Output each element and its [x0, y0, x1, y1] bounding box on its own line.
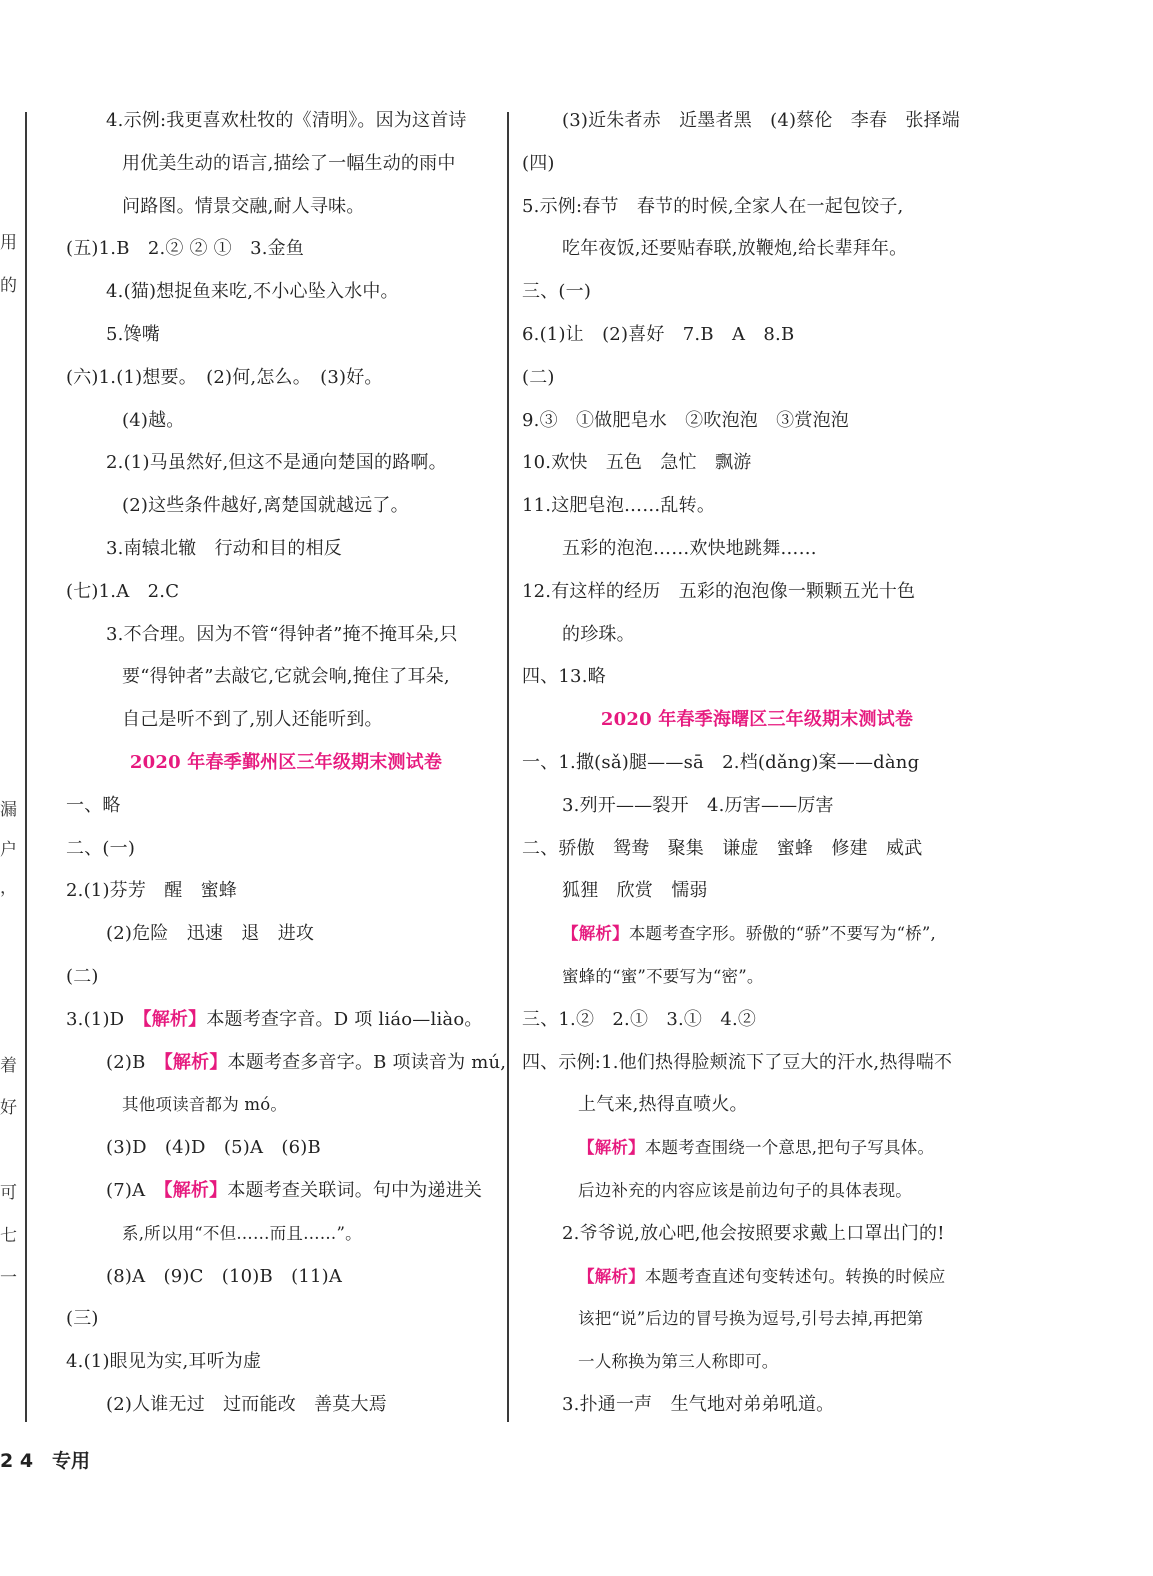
answer-text: 9.③ ①做肥皂水 ②吹泡泡 ③赏泡泡	[522, 409, 849, 431]
clipped-char: 好	[0, 1098, 17, 1118]
answer-text: 三、1.② 2.① 3.① 4.②	[522, 1008, 757, 1030]
answer-line	[522, 186, 992, 229]
answer-line	[66, 828, 506, 871]
answer-line	[66, 528, 506, 571]
answer-text: (二)	[522, 366, 555, 388]
clipped-char: 一	[0, 1268, 17, 1288]
section-title	[66, 742, 506, 785]
answer-line	[522, 1384, 992, 1427]
answer-line	[522, 571, 992, 614]
page-footer: 2 4 专用	[0, 1450, 91, 1472]
clipped-char: 七	[0, 1226, 17, 1246]
answer-line	[66, 785, 506, 828]
answer-line	[522, 1341, 992, 1384]
answer-text: 一人称换为第三人称即可。	[578, 1352, 779, 1372]
clipped-char: 户	[0, 840, 17, 860]
clipped-char: 可	[0, 1183, 17, 1203]
analysis-tag: 【解析】	[562, 924, 629, 944]
answer-line	[66, 1341, 506, 1384]
answer-line	[66, 913, 506, 956]
answer-text: 要“得钟者”去敲它,它就会响,掩住了耳朵,	[122, 666, 450, 688]
answer-text: 狐狸 欣赏 懦弱	[562, 880, 708, 902]
answer-line	[522, 656, 992, 699]
answer-text: (3)近朱者赤 近墨者黑 (4)蔡伦 李春 张择端	[562, 110, 960, 131]
answer-line	[522, 1256, 992, 1299]
answer-text: 5.示例:春节 春节的时候,全家人在一起包饺子,	[522, 195, 904, 217]
column-divider	[507, 112, 509, 1422]
answer-text: (六)1.(1)想要。 (2)何,怎么。 (3)好。	[66, 366, 383, 388]
answer-text: 的珍珠。	[562, 623, 635, 645]
answer-text: 3.扑通一声 生气地对弟弟吼道。	[562, 1393, 835, 1415]
answer-line	[522, 828, 992, 871]
answer-line	[522, 870, 992, 913]
clipped-char: 的	[0, 276, 17, 296]
answer-text: 自己是听不到了,别人还能听到。	[122, 709, 383, 731]
answer-line	[66, 1042, 506, 1085]
answer-line	[66, 271, 506, 314]
answer-text: 2.爷爷说,放心吧,他会按照要求戴上口罩出门的!	[562, 1222, 945, 1244]
answer-line	[522, 913, 992, 956]
answer-text: (2)危险 迅速 退 进攻	[106, 923, 315, 945]
answer-text: 一、1.撒(sǎ)腿——sā 2.档(dǎng)案——dàng	[522, 751, 920, 773]
answer-line	[522, 314, 992, 357]
answer-line	[66, 1256, 506, 1299]
analysis-text: 本题考查字音。D 项 liáo—liào。	[206, 1008, 483, 1030]
answer-line	[522, 1042, 992, 1085]
answer-line	[522, 1170, 992, 1213]
answer-line	[66, 1170, 506, 1213]
answer-line	[522, 228, 992, 271]
analysis-text: 本题考查字形。骄傲的“骄”不要写为“桥”,	[628, 924, 936, 944]
answer-text: 4.(1)眼见为实,耳听为虚	[66, 1351, 262, 1373]
answer-text: (7)A	[106, 1179, 146, 1201]
answer-text: 吃年夜饭,还要贴春联,放鞭炮,给长辈拜年。	[562, 238, 908, 260]
answer-text: (2)B	[106, 1051, 146, 1073]
answer-line	[522, 956, 992, 999]
answer-line	[522, 357, 992, 400]
answer-line	[66, 1213, 506, 1256]
answer-line	[66, 999, 506, 1042]
answer-text: (2)这些条件越好,离楚国就越远了。	[122, 495, 409, 517]
analysis-text: 本题考查多音字。B 项读音为 mú,	[227, 1051, 507, 1073]
answer-line	[66, 485, 506, 528]
answer-line	[66, 143, 506, 186]
answer-text: 3.南辕北辙 行动和目的相反	[106, 537, 342, 559]
answer-line	[66, 357, 506, 400]
answer-text: (2)人谁无过 过而能改 善莫大焉	[106, 1393, 387, 1415]
answer-text: 五彩的泡泡……欢快地跳舞……	[562, 537, 817, 559]
answer-line	[522, 1298, 992, 1341]
analysis-text: 本题考查围绕一个意思,把句子写具体。	[644, 1138, 935, 1158]
answer-text: 四、13.略	[522, 666, 606, 688]
answer-line	[522, 271, 992, 314]
answer-line	[66, 1298, 506, 1341]
answer-text: 问路图。情景交融,耐人寻味。	[122, 195, 365, 217]
answer-line	[522, 528, 992, 571]
answer-text: (8)A (9)C (10)B (11)A	[106, 1265, 343, 1287]
answer-line	[522, 1084, 992, 1127]
answer-line	[522, 100, 992, 143]
analysis-tag: 【解析】	[578, 1266, 645, 1286]
answer-line	[522, 999, 992, 1042]
answer-line	[66, 1084, 506, 1127]
answer-text: 3.不合理。因为不管“得钟者”掩不掩耳朵,只	[106, 623, 458, 645]
answer-line	[522, 442, 992, 485]
answer-text: 10.欢快 五色 急忙 飘游	[522, 452, 752, 474]
answer-text: (二)	[66, 965, 99, 987]
answer-text: 后边补充的内容应该是前边句子的具体表现。	[578, 1180, 912, 1200]
answer-line	[522, 742, 992, 785]
clipped-char: 着	[0, 1056, 17, 1076]
answer-line	[66, 1384, 506, 1427]
answer-text: 2.(1)马虽然好,但这不是通向楚国的路啊。	[106, 452, 447, 474]
answer-text: 6.(1)让 (2)喜好 7.B A 8.B	[522, 323, 795, 345]
clipped-char: ，	[0, 878, 17, 898]
answer-line	[66, 656, 506, 699]
answer-line	[66, 400, 506, 443]
answer-text: (4)越。	[122, 409, 185, 431]
analysis-text: 本题考查关联词。句中为递进关	[227, 1179, 483, 1201]
answer-line	[522, 485, 992, 528]
answer-text: 12.有这样的经历 五彩的泡泡像一颗颗五光十色	[522, 580, 916, 602]
answer-text: 一、略	[66, 794, 121, 816]
section-title	[522, 699, 992, 742]
answer-text: 该把“说”后边的冒号换为逗号,引号去掉,再把第	[578, 1309, 924, 1329]
answer-text: 3.(1)D	[66, 1008, 125, 1030]
answer-text: (3)D (4)D (5)A (6)B	[106, 1137, 321, 1159]
answer-text: 系,所以用“不但……而且……”。	[122, 1223, 362, 1243]
answer-text: 上气来,热得直喷火。	[578, 1094, 748, 1116]
answer-text: (七)1.A 2.C	[66, 580, 180, 602]
answer-text: 5.馋嘴	[106, 323, 160, 345]
answer-text: 四、示例:1.他们热得脸颊流下了豆大的汗水,热得喘不	[522, 1051, 953, 1073]
answer-text: 用优美生动的语言,描绘了一幅生动的雨中	[122, 152, 456, 174]
answer-text: (五)1.B 2.② ② ① 3.金鱼	[66, 238, 305, 260]
analysis-tag: 【解析】	[163, 1179, 228, 1201]
answer-text: 4.示例:我更喜欢杜牧的《清明》。因为这首诗	[106, 110, 467, 131]
answer-text: (四)	[522, 152, 555, 174]
answer-text: 2020 年春季鄞州区三年级期末测试卷	[129, 751, 443, 773]
answer-line	[522, 1127, 992, 1170]
analysis-tag: 【解析】	[578, 1138, 645, 1158]
answer-text: (三)	[66, 1308, 99, 1330]
right-column	[522, 100, 992, 1427]
answer-line	[522, 785, 992, 828]
answer-text: 3.列开——裂开 4.历害——厉害	[562, 794, 834, 816]
answer-text: 2020 年春季海曙区三年级期末测试卷	[600, 709, 914, 731]
analysis-tag: 【解析】	[142, 1008, 207, 1030]
answer-line	[66, 228, 506, 271]
clipped-char: 用	[0, 233, 17, 253]
answer-line	[522, 1213, 992, 1256]
answer-text: 二、骄傲 鸳鸯 聚集 谦虚 蜜蜂 修建 威武	[522, 837, 923, 859]
answer-text: 2.(1)芬芳 醒 蜜蜂	[66, 880, 238, 902]
answer-text: 三、(一)	[522, 281, 592, 303]
answer-text: 蜜蜂的“蜜”不要写为“密”。	[562, 966, 764, 986]
answer-line	[522, 614, 992, 657]
left-column	[66, 100, 506, 1427]
answer-text: 11.这肥皂泡……乱转。	[522, 495, 716, 517]
answer-line	[66, 186, 506, 229]
answer-text: 其他项读音都为 mó。	[122, 1095, 288, 1115]
answer-line	[66, 956, 506, 999]
analysis-tag: 【解析】	[163, 1051, 228, 1073]
clipped-char: 漏	[0, 800, 17, 820]
answer-line	[522, 400, 992, 443]
answer-text: 4.(猫)想捉鱼来吃,不小心坠入水中。	[106, 281, 399, 303]
answer-line	[66, 870, 506, 913]
answer-line	[66, 1127, 506, 1170]
answer-line	[66, 314, 506, 357]
answer-line	[66, 442, 506, 485]
answer-text: 二、(一)	[66, 837, 136, 859]
answer-line	[522, 143, 992, 186]
answer-line	[66, 614, 506, 657]
answer-line	[66, 100, 506, 143]
answer-line	[66, 571, 506, 614]
margin-rule	[25, 112, 27, 1422]
answer-line	[66, 699, 506, 742]
analysis-text: 本题考查直述句变转述句。转换的时候应	[644, 1266, 946, 1286]
